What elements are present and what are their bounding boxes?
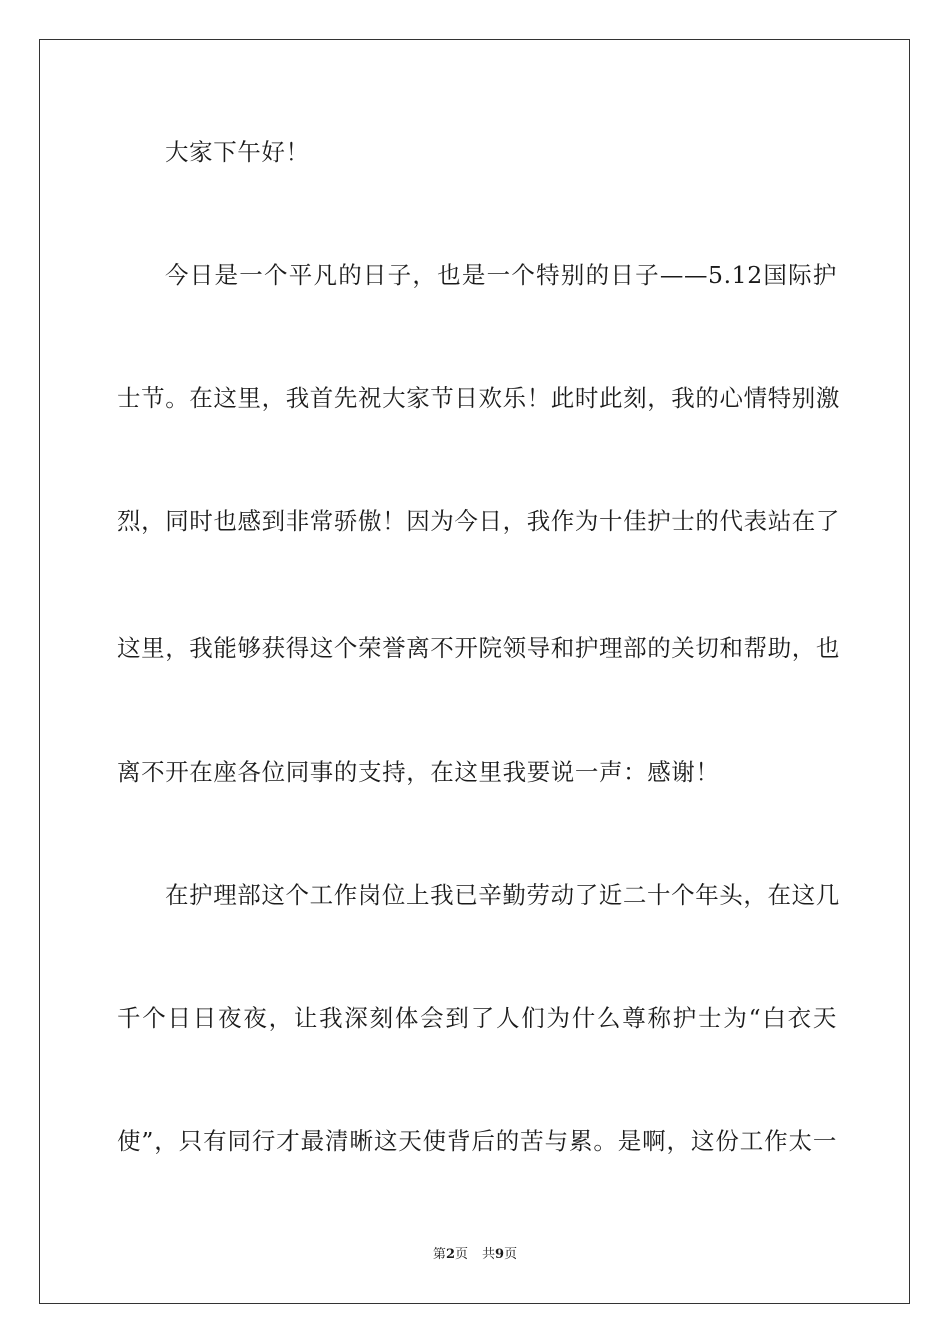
text-line: 士节。在这里，我首先祝大家节日欢乐！此时此刻，我的心情特别激 xyxy=(117,384,840,412)
page-number-footer xyxy=(0,1246,950,1264)
text-line: 这里，我能够获得这个荣誉离不开院领导和护理部的关切和帮助，也 xyxy=(117,634,840,662)
text-line: 今日是一个平凡的日子，也是一个特别的日子——5.12国际护 xyxy=(165,261,837,289)
text-line: 离不开在座各位同事的支持，在这里我要说一声：感谢！ xyxy=(117,758,720,786)
text-line: 在护理部这个工作岗位上我已辛勤劳动了近二十个年头，在这几 xyxy=(165,881,840,909)
text-line-greeting: 大家下午好！ xyxy=(165,138,310,166)
current-page-number: 2 xyxy=(445,1247,455,1262)
total-page-count: 9 xyxy=(495,1247,505,1262)
total-prefix: 共 xyxy=(482,1247,496,1262)
text-line: 千个日日夜夜，让我深刻体会到了人们为什么尊称护士为“白衣天 xyxy=(117,1004,837,1032)
total-suffix: 页 xyxy=(504,1247,518,1262)
text-line: 使”，只有同行才最清晰这天使背后的苦与累。是啊，这份工作太一 xyxy=(117,1127,837,1155)
text-line: 烈，同时也感到非常骄傲！因为今日，我作为十佳护士的代表站在了 xyxy=(117,507,840,535)
page-prefix: 第 xyxy=(432,1247,446,1262)
page-suffix: 页 xyxy=(454,1247,468,1262)
page-border xyxy=(39,39,910,1304)
